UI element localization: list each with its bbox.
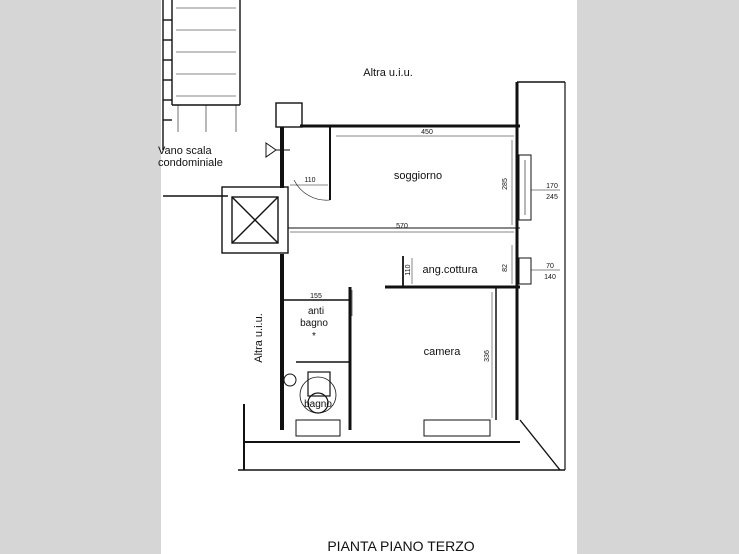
- dimension-450: 450: [421, 129, 433, 136]
- dimension-110-soggiorno: 110: [304, 177, 316, 184]
- camera-label: camera: [423, 346, 461, 358]
- altra-uiu-left-label: Altra u.i.u.: [253, 313, 265, 363]
- anti-bagno-label: bagno: [300, 318, 328, 329]
- anti-label: anti: [307, 306, 325, 317]
- dimension-155: 155: [310, 293, 322, 300]
- dimension-285: 285: [502, 178, 509, 190]
- vano-scala-label: Vano scala: [158, 145, 212, 157]
- elevator: [222, 187, 288, 253]
- dimension-170: 170: [546, 183, 558, 190]
- dimension-140: 140: [544, 274, 556, 281]
- altra-uiu-top-label: Altra u.i.u.: [363, 67, 413, 79]
- bagno-label: bagno: [304, 399, 332, 410]
- dimension-110-cottura: 110: [405, 264, 412, 276]
- star-label: *: [312, 331, 316, 342]
- dimension-336: 336: [484, 350, 491, 362]
- dimension-245: 245: [546, 194, 558, 201]
- dimension-82: 82: [502, 264, 509, 272]
- dimension-570: 570: [396, 223, 408, 230]
- dimension-70: 70: [546, 263, 554, 270]
- ang-cottura-label: ang.cottura: [422, 264, 478, 276]
- soggiorno-label: soggiorno: [393, 170, 443, 182]
- condominiale-label: condominiale: [158, 157, 223, 169]
- plan-title: PIANTA PIANO TERZO: [327, 538, 475, 554]
